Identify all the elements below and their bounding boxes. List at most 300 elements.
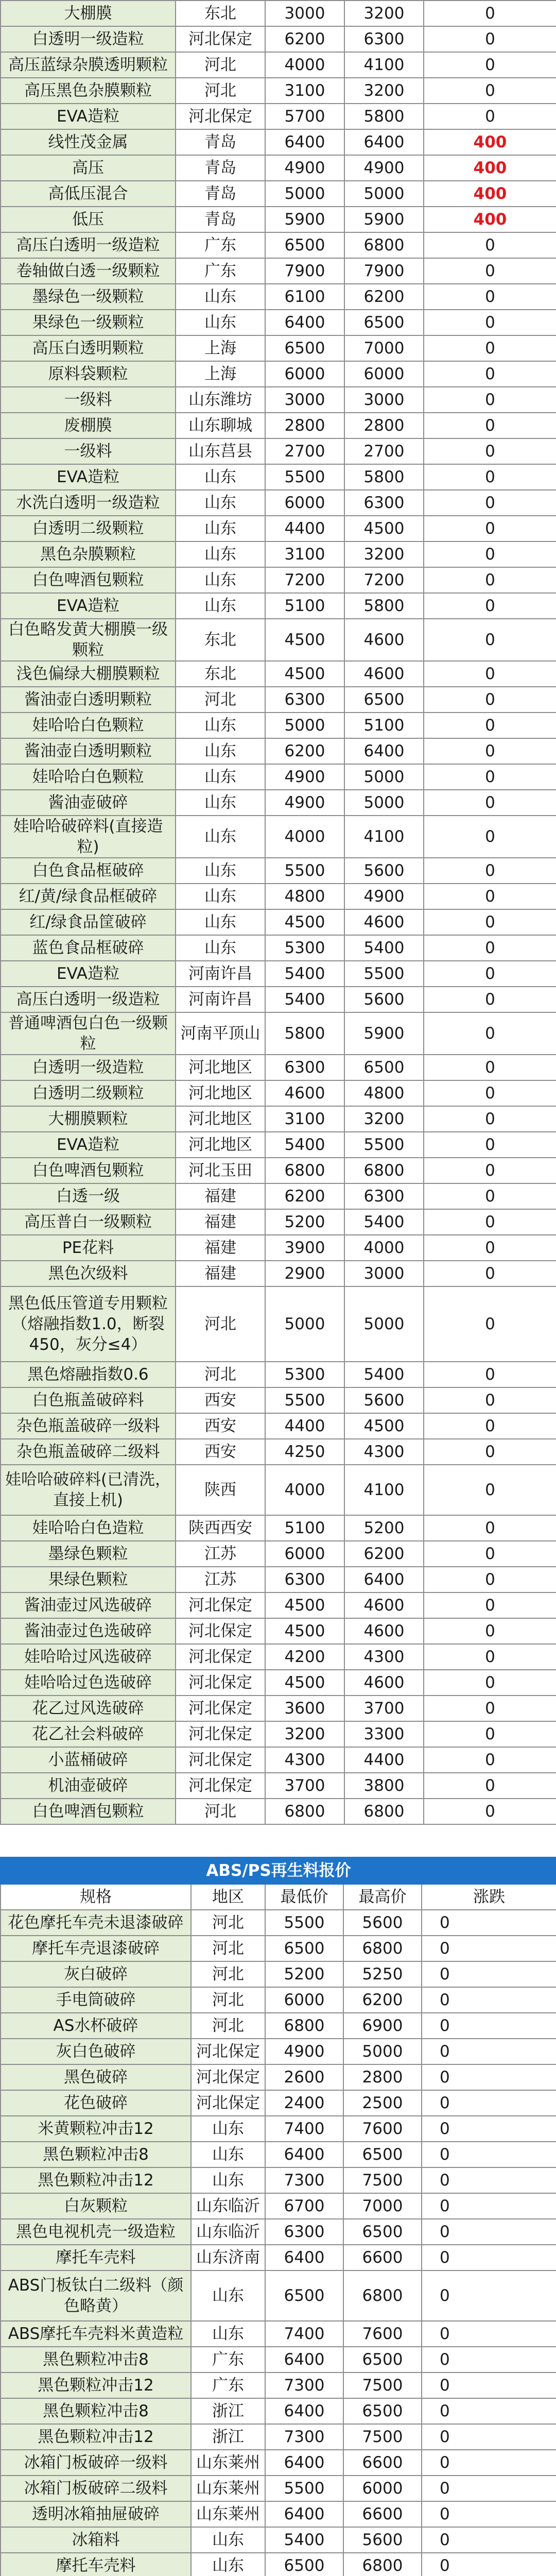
max-price-cell: 6800 [344, 1158, 424, 1183]
max-price-cell: 4600 [344, 1592, 424, 1618]
spec-cell: 黑色颗粒冲击12 [1, 2372, 191, 2398]
min-price-cell: 6800 [265, 1158, 344, 1183]
spec-cell: 高压 [1, 155, 176, 181]
spec-cell: ABS门板钛白二级料（颜色略黄） [1, 2270, 191, 2321]
table-row [1, 1132, 556, 1158]
region-cell: 江苏 [176, 1541, 265, 1567]
max-price-cell: 5500 [344, 961, 424, 987]
min-price-cell: 6500 [265, 2270, 343, 2321]
spec-cell: 娃哈哈白色造粒 [1, 1515, 176, 1541]
max-price-cell: 7500 [343, 2167, 422, 2193]
min-price-cell: 4500 [265, 1592, 344, 1618]
table-row [1, 1158, 556, 1183]
change-cell: 0 [422, 2270, 556, 2321]
region-cell: 河北 [191, 1910, 265, 1936]
change-cell: 0 [422, 2013, 556, 2039]
min-price-cell: 6000 [265, 1541, 344, 1567]
region-cell: 河北保定 [191, 2090, 265, 2116]
min-price-cell: 6400 [265, 2245, 343, 2270]
change-cell: 0 [424, 1209, 556, 1235]
min-price-cell: 2900 [265, 1261, 344, 1286]
min-price-cell: 6400 [265, 2398, 343, 2424]
table-row [1, 1910, 556, 1936]
change-cell: 0 [424, 464, 556, 490]
spec-cell: 酱油壶白透明颗粒 [1, 738, 176, 764]
max-price-cell: 6500 [343, 2219, 422, 2245]
max-price-cell: 6500 [344, 1055, 424, 1080]
change-cell: 0 [424, 335, 556, 361]
spec-cell: 黑色颗粒冲击8 [1, 2347, 191, 2372]
change-cell: 0 [424, 1644, 556, 1670]
region-cell: 山东 [176, 738, 265, 764]
spec-cell: 黑色杂膜颗粒 [1, 541, 176, 567]
min-price-cell: 5500 [265, 858, 344, 884]
max-price-cell: 6800 [343, 1936, 422, 1961]
table-row [1, 258, 556, 284]
min-price-cell: 4000 [265, 1465, 344, 1515]
min-price-cell: 3700 [265, 1773, 344, 1799]
table-row [1, 1183, 556, 1209]
change-cell: 400 [424, 129, 556, 155]
abs-ps-price-table [0, 1857, 556, 2576]
table-row [1, 1362, 556, 1387]
min-price-cell: 5900 [265, 207, 344, 232]
max-price-cell: 4900 [344, 155, 424, 181]
table-row [1, 155, 556, 181]
table-row [1, 2245, 556, 2270]
change-cell: 0 [424, 790, 556, 816]
table-row [1, 2270, 556, 2321]
table-row [1, 1, 556, 26]
max-price-cell: 6000 [343, 2476, 422, 2501]
region-cell: 河北保定 [191, 2039, 265, 2064]
spec-cell: 原料袋颗粒 [1, 361, 176, 387]
spec-cell: 果绿色一级颗粒 [1, 310, 176, 335]
max-price-cell: 5600 [343, 2527, 422, 2553]
spec-cell: 白色啤酒包颗粒 [1, 567, 176, 593]
region-cell: 河北 [191, 1987, 265, 2013]
table-row [1, 2039, 556, 2064]
change-cell: 0 [424, 516, 556, 541]
region-cell: 山东 [191, 2270, 265, 2321]
max-price-cell: 5000 [344, 790, 424, 816]
spec-cell: 白色啤酒包颗粒 [1, 1158, 176, 1183]
spec-cell: 低压 [1, 207, 176, 232]
spec-cell: 黑色破碎 [1, 2064, 191, 2090]
max-price-cell: 6800 [343, 2270, 422, 2321]
min-price-cell: 4000 [265, 52, 344, 78]
table-row [1, 987, 556, 1012]
change-cell: 0 [424, 987, 556, 1012]
change-cell: 0 [424, 1567, 556, 1592]
spec-cell: 白透明二级颗粒 [1, 516, 176, 541]
region-cell: 河北地区 [176, 1080, 265, 1106]
table-row [1, 1541, 556, 1567]
region-cell: 河北保定 [176, 1773, 265, 1799]
region-cell: 河北 [176, 1362, 265, 1387]
max-price-cell: 7000 [344, 335, 424, 361]
table-row [1, 816, 556, 858]
region-cell: 山东 [191, 2116, 265, 2142]
max-price-cell: 5500 [344, 1132, 424, 1158]
region-cell: 江苏 [176, 1567, 265, 1592]
change-cell: 0 [424, 1387, 556, 1413]
min-price-cell: 6400 [265, 2450, 343, 2476]
max-price-cell: 3200 [344, 1106, 424, 1132]
min-price-cell: 2800 [265, 413, 344, 438]
region-cell: 河北 [176, 687, 265, 713]
recycled-pe-price-rows [1, 1, 556, 1824]
change-cell: 0 [424, 52, 556, 78]
max-price-cell: 5800 [344, 464, 424, 490]
table-row [1, 232, 556, 258]
change-cell: 0 [422, 2219, 556, 2245]
region-cell: 山东 [176, 541, 265, 567]
max-price-cell: 5600 [344, 987, 424, 1012]
spec-cell: 蓝色食品框破碎 [1, 935, 176, 961]
change-cell: 0 [424, 310, 556, 335]
region-cell: 青岛 [176, 129, 265, 155]
spec-cell: EVA造粒 [1, 464, 176, 490]
max-price-cell: 4100 [344, 52, 424, 78]
spec-cell: 高压蓝绿杂膜透明颗粒 [1, 52, 176, 78]
min-price-cell: 5100 [265, 1515, 344, 1541]
region-cell: 山东临沂 [191, 2193, 265, 2219]
change-cell: 0 [424, 1132, 556, 1158]
change-cell: 0 [422, 2245, 556, 2270]
max-price-cell: 4600 [344, 909, 424, 935]
spec-cell: 摩托车壳退漆破碎 [1, 1936, 191, 1961]
change-cell: 0 [422, 2142, 556, 2167]
max-price-cell: 5600 [343, 1910, 422, 1936]
change-cell: 0 [424, 1439, 556, 1465]
change-cell: 0 [424, 26, 556, 52]
table-row [1, 619, 556, 661]
region-cell: 河北 [191, 2013, 265, 2039]
max-price-cell: 6200 [344, 1541, 424, 1567]
max-price-cell: 4500 [344, 1413, 424, 1439]
change-cell: 0 [424, 232, 556, 258]
min-price-cell: 6200 [265, 26, 344, 52]
spec-cell: 灰白破碎 [1, 1961, 191, 1987]
min-price-cell: 5400 [265, 2527, 343, 2553]
spec-cell: 冰箱料 [1, 2527, 191, 2553]
change-cell: 0 [424, 884, 556, 909]
max-price-cell: 3000 [344, 1261, 424, 1286]
change-cell: 0 [424, 1465, 556, 1515]
max-price-cell: 4900 [344, 884, 424, 909]
change-cell: 400 [424, 155, 556, 181]
min-price-cell: 2400 [265, 2090, 343, 2116]
min-price-cell: 3100 [265, 78, 344, 104]
change-cell: 0 [422, 2064, 556, 2090]
spec-cell: 花乙过风选破碎 [1, 1696, 176, 1721]
change-cell: 0 [424, 258, 556, 284]
table-row [1, 909, 556, 935]
min-price-cell: 4900 [265, 790, 344, 816]
min-price-cell: 3100 [265, 1106, 344, 1132]
region-cell: 山东 [176, 464, 265, 490]
region-cell: 东北 [176, 619, 265, 661]
max-price-cell: 6400 [344, 1567, 424, 1592]
change-cell: 0 [422, 2090, 556, 2116]
spec-cell: 白灰颗粒 [1, 2193, 191, 2219]
region-cell: 河北保定 [176, 1670, 265, 1696]
min-price-cell: 4600 [265, 1080, 344, 1106]
min-price-cell: 7400 [265, 2321, 343, 2347]
max-price-cell: 2700 [344, 438, 424, 464]
region-cell: 山东莱州 [191, 2501, 265, 2527]
change-cell: 0 [424, 387, 556, 413]
change-cell: 0 [424, 1183, 556, 1209]
region-cell: 山东 [176, 567, 265, 593]
max-price-cell: 4100 [344, 816, 424, 858]
region-cell: 青岛 [176, 181, 265, 207]
spec-cell: 娃哈哈破碎料(直接造粒) [1, 816, 176, 858]
region-cell: 福建 [176, 1235, 265, 1261]
spec-cell: 冰箱门板破碎一级料 [1, 2450, 191, 2476]
spec-cell: 花色破碎 [1, 2090, 191, 2116]
spec-cell: 高压白透明一级造粒 [1, 987, 176, 1012]
spec-cell: 机油壶破碎 [1, 1773, 176, 1799]
table-row [1, 1209, 556, 1235]
region-cell: 河北保定 [191, 2064, 265, 2090]
min-price-cell: 5700 [265, 104, 344, 129]
max-price-cell: 5000 [344, 764, 424, 790]
table-row [1, 661, 556, 687]
change-cell: 0 [424, 567, 556, 593]
min-price-cell: 7200 [265, 567, 344, 593]
table-row [1, 884, 556, 909]
change-cell: 0 [424, 713, 556, 738]
min-price-cell: 3200 [265, 1721, 344, 1747]
spec-cell: 娃哈哈过色选破碎 [1, 1670, 176, 1696]
region-cell: 河北 [176, 1799, 265, 1824]
min-price-cell: 4300 [265, 1747, 344, 1773]
max-price-cell: 6400 [344, 738, 424, 764]
region-cell: 山东 [176, 713, 265, 738]
change-cell: 0 [424, 764, 556, 790]
max-price-cell: 6400 [344, 129, 424, 155]
change-cell: 0 [422, 2167, 556, 2193]
min-price-cell: 4900 [265, 764, 344, 790]
region-cell: 山东 [176, 284, 265, 310]
max-price-cell: 7600 [343, 2321, 422, 2347]
min-price-cell: 6500 [265, 232, 344, 258]
change-cell: 0 [424, 1670, 556, 1696]
region-cell: 山东 [176, 884, 265, 909]
max-price-cell: 4600 [344, 661, 424, 687]
region-cell: 山东 [176, 490, 265, 516]
change-cell: 0 [422, 2372, 556, 2398]
max-price-cell: 6300 [344, 490, 424, 516]
change-cell: 0 [422, 2039, 556, 2064]
spec-cell: 普通啤酒包白色一级颗粒 [1, 1012, 176, 1055]
region-cell: 山东潍坊 [176, 387, 265, 413]
max-price-cell: 6500 [343, 2142, 422, 2167]
table-row [1, 2167, 556, 2193]
spec-cell: 黑色颗粒冲击12 [1, 2167, 191, 2193]
region-cell: 山东 [176, 790, 265, 816]
table-row [1, 1644, 556, 1670]
change-cell: 0 [424, 593, 556, 619]
min-price-cell: 5500 [265, 2476, 343, 2501]
min-price-cell: 4400 [265, 516, 344, 541]
min-price-cell: 5400 [265, 987, 344, 1012]
spec-cell: 黑色熔融指数0.6 [1, 1362, 176, 1387]
max-price-cell: 5000 [344, 181, 424, 207]
region-cell: 河南平顶山 [176, 1012, 265, 1055]
max-price-cell: 5600 [344, 1387, 424, 1413]
table-row [1, 687, 556, 713]
max-price-cell: 4100 [344, 1465, 424, 1515]
max-price-cell: 4400 [344, 1747, 424, 1773]
max-price-cell: 5900 [344, 1012, 424, 1055]
spec-cell: 手电筒破碎 [1, 1987, 191, 2013]
spec-cell: 高压白透明一级造粒 [1, 232, 176, 258]
region-cell: 浙江 [191, 2398, 265, 2424]
change-cell: 0 [422, 2553, 556, 2576]
table-row [1, 1773, 556, 1799]
min-price-cell: 3600 [265, 1696, 344, 1721]
min-price-cell: 3100 [265, 541, 344, 567]
spec-cell: 白色瓶盖破碎料 [1, 1387, 176, 1413]
spec-cell: 红/绿食品筐破碎 [1, 909, 176, 935]
section-gap [0, 1825, 556, 1857]
max-price-cell: 5400 [344, 1362, 424, 1387]
min-price-cell: 7400 [265, 2116, 343, 2142]
region-cell: 山东 [176, 593, 265, 619]
change-cell: 0 [422, 1910, 556, 1936]
spec-cell: 白色食品框破碎 [1, 858, 176, 884]
spec-cell: 黑色颗粒冲击12 [1, 2424, 191, 2450]
min-price-cell: 6800 [265, 1799, 344, 1824]
region-cell: 山东 [176, 764, 265, 790]
min-price-cell: 5500 [265, 1387, 344, 1413]
region-cell: 河北保定 [176, 1592, 265, 1618]
table-row [1, 1747, 556, 1773]
change-cell: 0 [422, 2450, 556, 2476]
table-row [1, 2450, 556, 2476]
spec-cell: 摩托车壳料 [1, 2245, 191, 2270]
change-cell: 0 [424, 413, 556, 438]
table-row [1, 738, 556, 764]
max-price-cell: 3200 [344, 541, 424, 567]
spec-cell: 娃哈哈白色颗粒 [1, 764, 176, 790]
region-cell: 西安 [176, 1387, 265, 1413]
max-price-cell: 4800 [344, 1080, 424, 1106]
change-cell: 400 [424, 181, 556, 207]
change-cell: 0 [424, 1696, 556, 1721]
region-cell: 山东 [191, 2142, 265, 2167]
max-price-cell: 3300 [344, 1721, 424, 1747]
spec-cell: 高压白透明颗粒 [1, 335, 176, 361]
spec-cell: 花乙社会料破碎 [1, 1721, 176, 1747]
table-row [1, 1936, 556, 1961]
min-price-cell: 7300 [265, 2372, 343, 2398]
table-row [1, 2527, 556, 2553]
max-price-cell: 6500 [343, 2347, 422, 2372]
spec-cell: 黑色颗粒冲击8 [1, 2142, 191, 2167]
table-row [1, 541, 556, 567]
spec-cell: AS水杯破碎 [1, 2013, 191, 2039]
max-price-cell: 4600 [344, 1670, 424, 1696]
max-price-cell: 3000 [344, 387, 424, 413]
max-price-cell: 6300 [344, 26, 424, 52]
change-cell: 0 [424, 78, 556, 104]
max-price-cell: 7600 [343, 2116, 422, 2142]
max-price-cell: 4500 [344, 516, 424, 541]
spec-cell: 透明冰箱抽屉破碎 [1, 2501, 191, 2527]
max-price-cell: 2800 [344, 413, 424, 438]
change-cell: 0 [424, 1235, 556, 1261]
region-cell: 东北 [176, 661, 265, 687]
min-price-cell: 4900 [265, 2039, 343, 2064]
region-cell: 河北保定 [176, 1644, 265, 1670]
max-price-cell: 6800 [344, 1799, 424, 1824]
change-cell: 0 [424, 1747, 556, 1773]
table-row [1, 2090, 556, 2116]
region-cell: 山东 [176, 858, 265, 884]
spec-cell: 一级料 [1, 387, 176, 413]
spec-cell: 杂色瓶盖破碎一级料 [1, 1413, 176, 1439]
table-row [1, 490, 556, 516]
table-row [1, 1055, 556, 1080]
max-price-cell: 5900 [344, 207, 424, 232]
min-price-cell: 5500 [265, 464, 344, 490]
min-price-cell: 6200 [265, 738, 344, 764]
change-cell: 0 [424, 661, 556, 687]
change-cell: 0 [424, 1799, 556, 1824]
spec-cell: PE花料 [1, 1235, 176, 1261]
min-price-cell: 4500 [265, 1618, 344, 1644]
min-price-cell: 5200 [265, 1209, 344, 1235]
change-cell: 0 [422, 2398, 556, 2424]
min-price-cell: 5400 [265, 961, 344, 987]
change-cell: 0 [424, 1592, 556, 1618]
table-row [1, 1465, 556, 1515]
min-price-cell: 5100 [265, 593, 344, 619]
table-row [1, 413, 556, 438]
region-cell: 东北 [176, 1, 265, 26]
table-row [1, 78, 556, 104]
min-price-cell: 6000 [265, 361, 344, 387]
region-cell: 陕西 [176, 1465, 265, 1515]
region-cell: 河北保定 [176, 104, 265, 129]
max-price-cell: 3200 [344, 1, 424, 26]
region-cell: 陕西西安 [176, 1515, 265, 1541]
table-row [1, 858, 556, 884]
table-row [1, 2476, 556, 2501]
region-cell: 河北地区 [176, 1055, 265, 1080]
table-row [1, 129, 556, 155]
table-row [1, 1696, 556, 1721]
region-cell: 广东 [176, 232, 265, 258]
table-row [1, 335, 556, 361]
table-row [1, 2116, 556, 2142]
change-cell: 0 [424, 1413, 556, 1439]
max-price-cell: 5800 [344, 104, 424, 129]
table-row [1, 1567, 556, 1592]
max-price-cell: 2500 [343, 2090, 422, 2116]
spec-cell: 白透明一级造粒 [1, 1055, 176, 1080]
table-row [1, 2424, 556, 2450]
table-row [1, 1439, 556, 1465]
table-row [1, 2142, 556, 2167]
spec-cell: 浅色偏绿大棚膜颗粒 [1, 661, 176, 687]
min-price-cell: 6400 [265, 2501, 343, 2527]
min-price-cell: 6500 [265, 1936, 343, 1961]
